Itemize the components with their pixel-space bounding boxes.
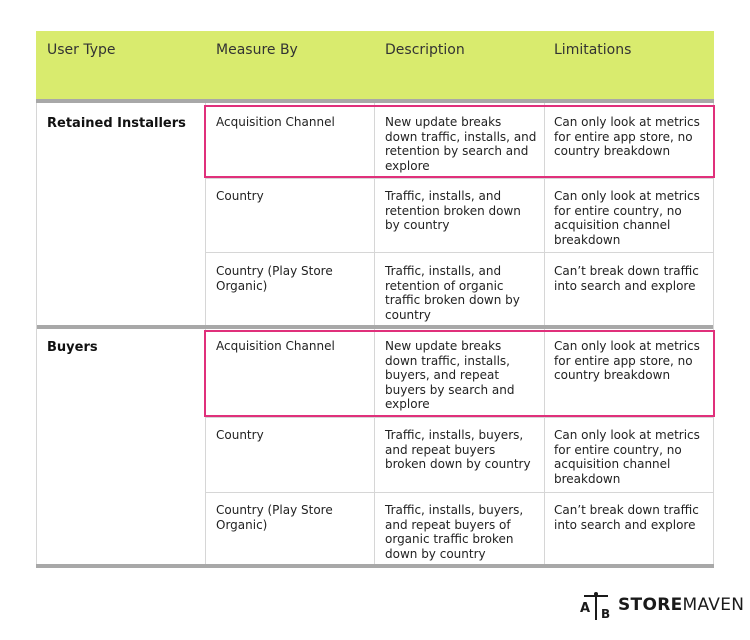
user-type-buyers: Buyers [47, 340, 98, 355]
logo-wordmark-regular: MAVEN [682, 595, 745, 615]
header-separator [36, 99, 714, 103]
description-cell: New update breaks down traffic, installs, buyers, and repeat buyers by search and explore [385, 339, 515, 411]
measure-cell: Country (Play Store Organic) [216, 264, 333, 293]
limitations-cell: Can only look at metrics for entire country, no acquisition channel breakdown [554, 189, 700, 247]
group-separator [36, 325, 714, 329]
row-divider [205, 178, 714, 179]
table-bottom-border [36, 564, 714, 568]
limitations-cell: Can’t break down traffic into search and explore [554, 503, 699, 532]
highlight-box-retained-acquisition [204, 105, 715, 178]
description-cell: Traffic, installs, and retention of organic traffic broken down by country [385, 264, 520, 322]
measure-cell: Country [216, 189, 264, 203]
description-cell: Traffic, installs, buyers, and repeat buyers of organic traffic broken down by country [385, 503, 524, 561]
highlight-box-buyers-acquisition [204, 330, 715, 417]
description-cell: New update breaks down traffic, installs, and retention by search and explore [385, 115, 537, 173]
measure-cell: Country (Play Store Organic) [216, 503, 333, 532]
logo-wordmark-bold: STORE [618, 595, 683, 615]
header-user-type: User Type [47, 42, 116, 58]
limitations-cell: Can only look at metrics for entire app store, no country breakdown [554, 115, 700, 158]
header-limitations: Limitations [554, 42, 632, 58]
measure-cell: Acquisition Channel [216, 115, 335, 129]
limitations-cell: Can’t break down traffic into search and explore [554, 264, 699, 293]
limitations-cell: Can only look at metrics for entire country, no acquisition channel breakdown [554, 428, 700, 486]
user-type-retained-installers: Retained Installers [47, 116, 186, 131]
storemaven-logo [578, 590, 743, 622]
description-cell: Traffic, installs, buyers, and repeat buyers broken down by country [385, 428, 531, 471]
row-divider [205, 417, 714, 418]
logo-mark-b: B [601, 607, 611, 621]
row-divider [205, 252, 714, 253]
table-header [36, 31, 714, 99]
measure-cell: Country [216, 428, 264, 442]
row-divider [205, 492, 714, 493]
logo-wordmark [618, 595, 744, 615]
description-cell: Traffic, installs, and retention broken down by country [385, 189, 521, 232]
header-measure-by: Measure By [216, 42, 298, 58]
header-description: Description [385, 42, 465, 58]
ab-scale-icon [578, 590, 614, 622]
measure-cell: Acquisition Channel [216, 339, 335, 353]
logo-mark-a: A [580, 601, 591, 616]
table-left-border [36, 103, 37, 564]
limitations-cell: Can only look at metrics for entire app store, no country breakdown [554, 339, 700, 382]
